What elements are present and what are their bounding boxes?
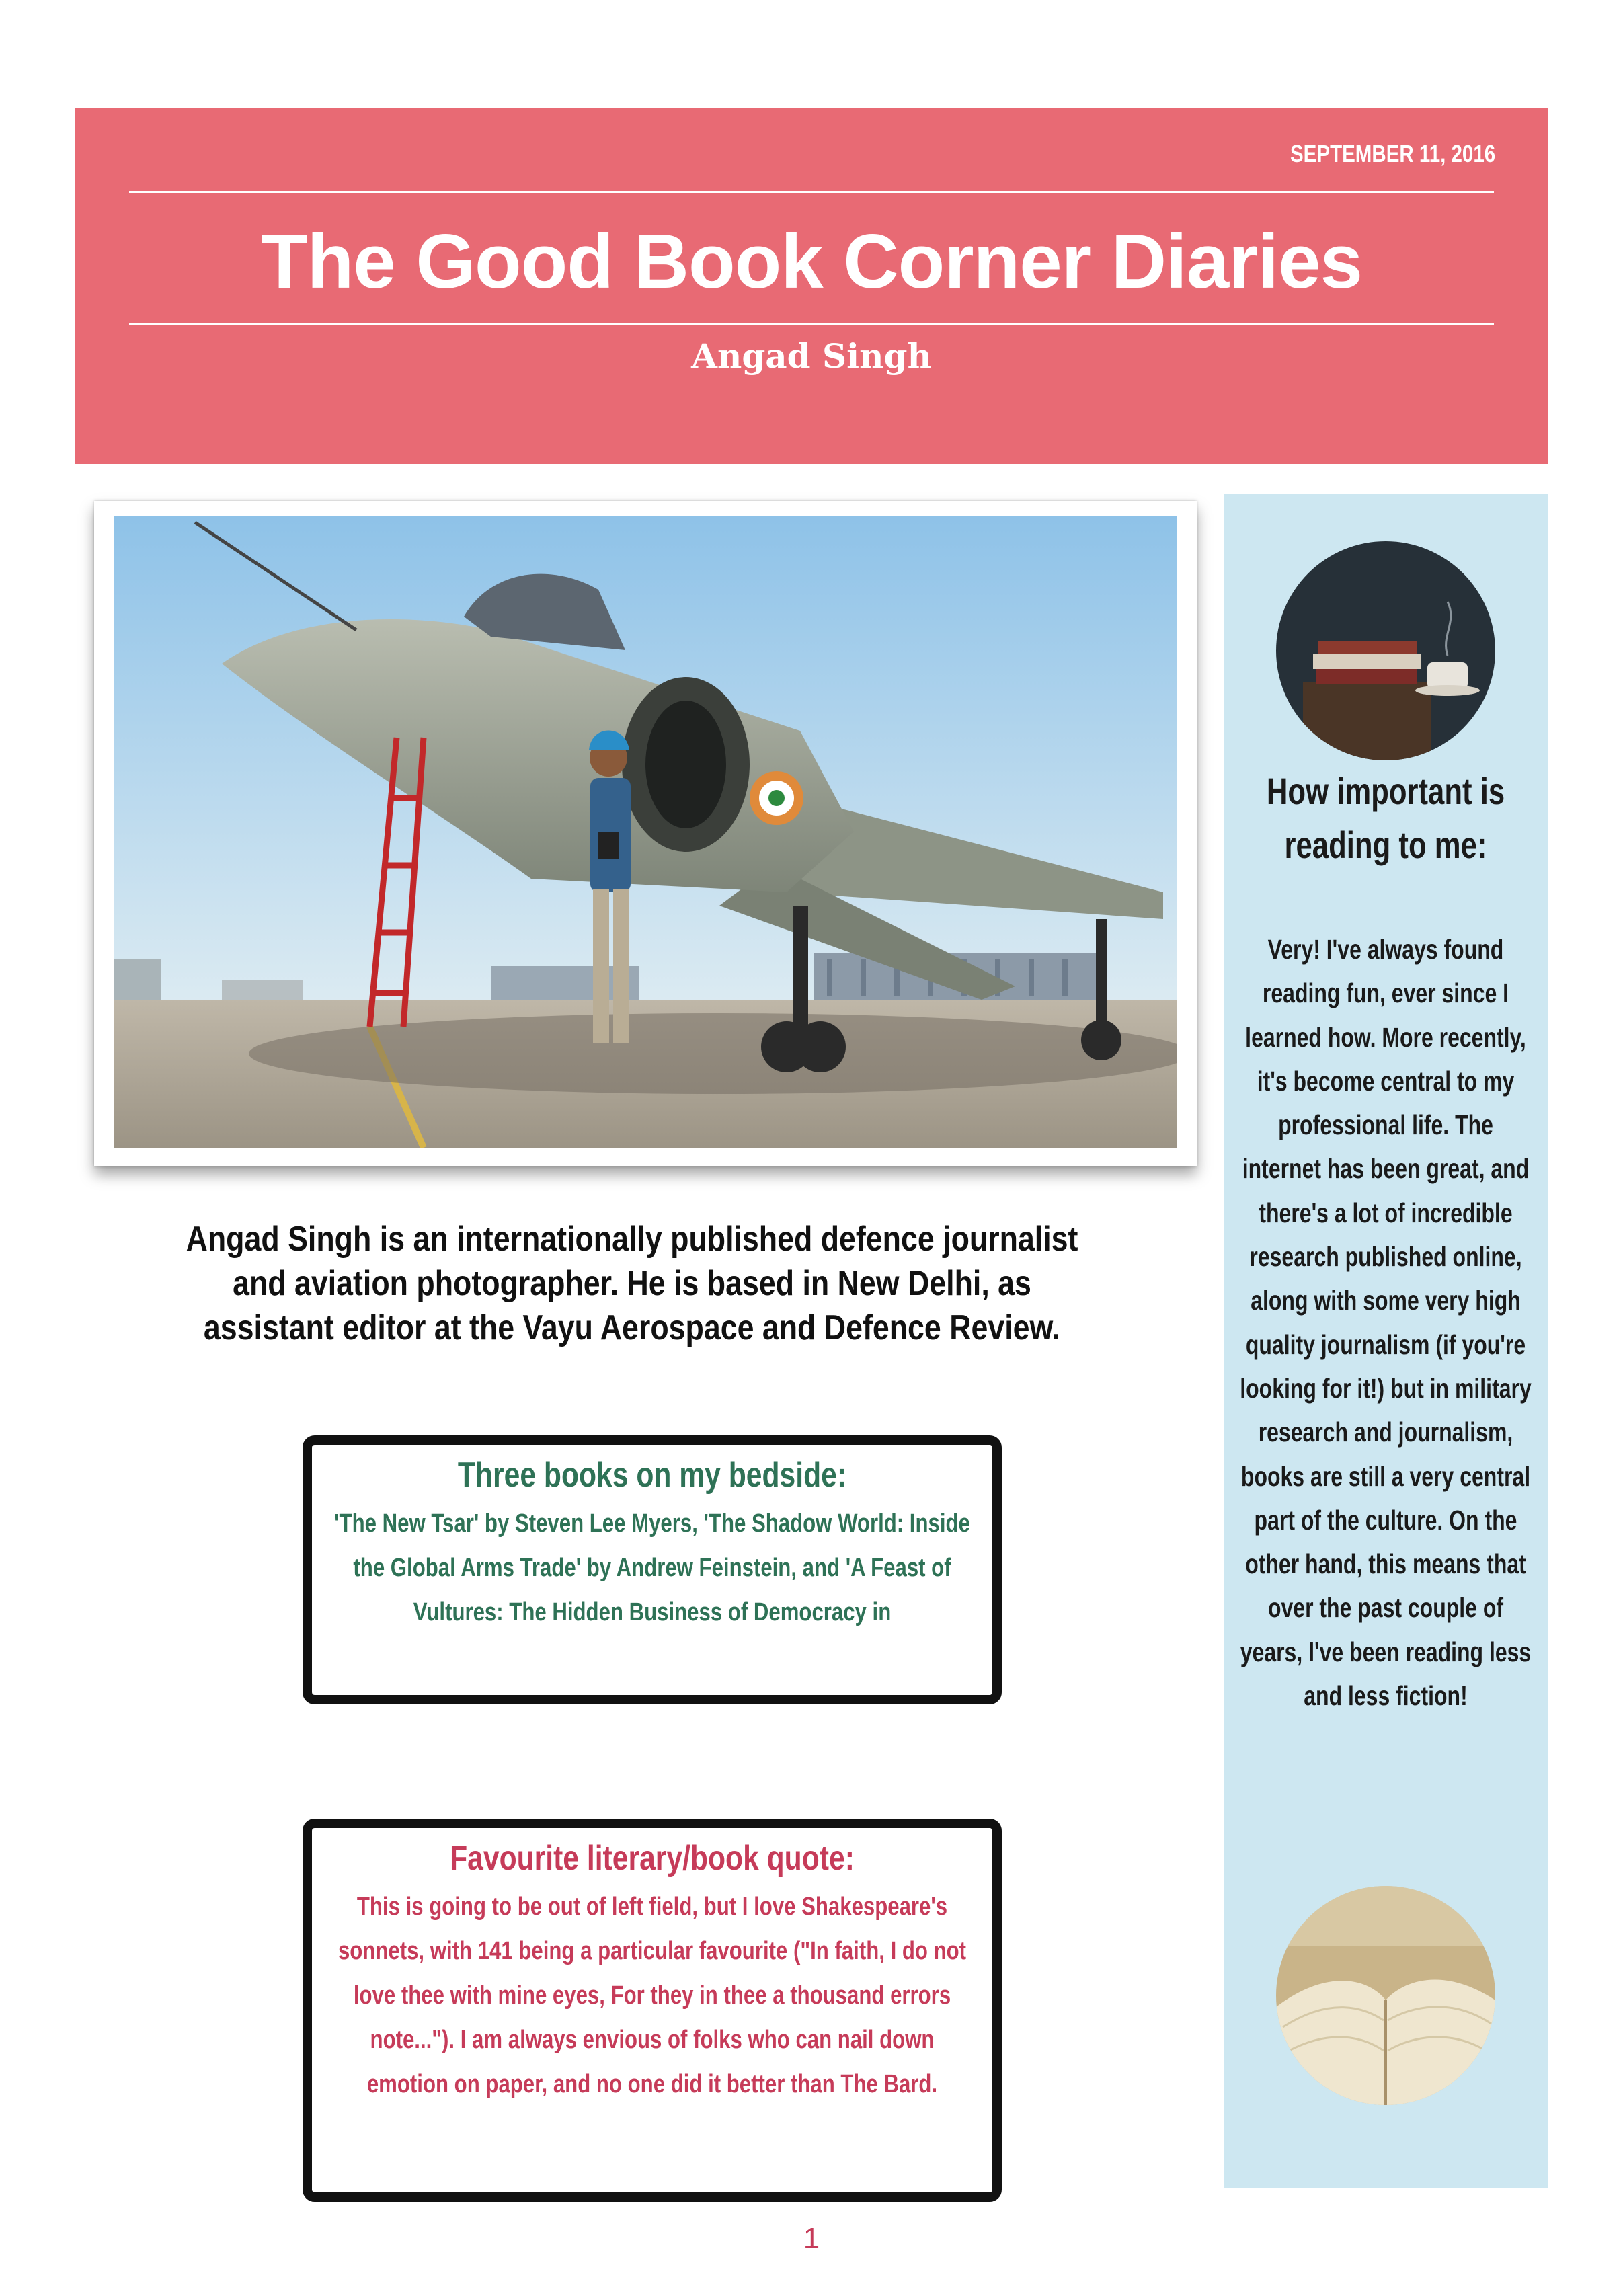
bio-paragraph: Angad Singh is an internationally published defence journalist and aviation photographer. He is based in New Delhi, as assistant editor at the Vayu Aerospace and Defence Review. — [186, 1220, 1078, 1347]
books-and-tea-image — [1276, 541, 1495, 760]
author-name: Angad Singh — [691, 336, 932, 376]
bedside-books-box — [303, 1435, 1002, 1704]
page-number: 1 — [803, 2222, 820, 2255]
favourite-quote-box — [303, 1819, 1002, 2202]
header-banner — [75, 108, 1548, 464]
reading-sidebar — [1224, 494, 1548, 2188]
issue-date: SEPTEMBER 11, 2016 — [1290, 140, 1495, 167]
feature-photo-frame — [94, 501, 1197, 1166]
open-book-image — [1276, 1886, 1495, 2105]
bedside-books-heading: Three books on my bedside: — [457, 1456, 847, 1495]
sidebar-heading: How important is reading to me: — [1266, 770, 1505, 866]
page-title: The Good Book Corner Diaries — [261, 219, 1362, 305]
header-divider-bottom — [129, 323, 1494, 325]
favourite-quote-heading: Favourite literary/book quote: — [450, 1839, 855, 1878]
favourite-quote-text: This is going to be out of left field, but I love Shakespeare's sonnets, with 141 being a particular favourite ("In faith, I do not love thee with mine eyes, For they in thee a thousand errors note..."). I am always envious of folks who can nail down emotion on paper, and no one did it better than The Bard. — [338, 1893, 967, 2098]
bedside-books-text: 'The New Tsar' by Steven Lee Myers, 'The Shadow World: Inside the Global Arms Trade' by Andrew Feinstein, and 'A Feast of Vultures: The Hidden Business of Democracy in — [334, 1509, 970, 1626]
header-divider-top — [129, 191, 1494, 193]
jet-photo — [114, 516, 1177, 1148]
sidebar-text: Very! I've always found reading fun, ever since I learned how. More recently, it's become central to my professional life. The internet has been great, and there's a lot of incredible research published online, along with some very high quality journalism (if you're looking for it!) but in military research and journalism, books are still a very central part of the culture. On the other hand, this means that over the past couple of years, I've been reading less and less fiction! — [1240, 934, 1532, 1712]
